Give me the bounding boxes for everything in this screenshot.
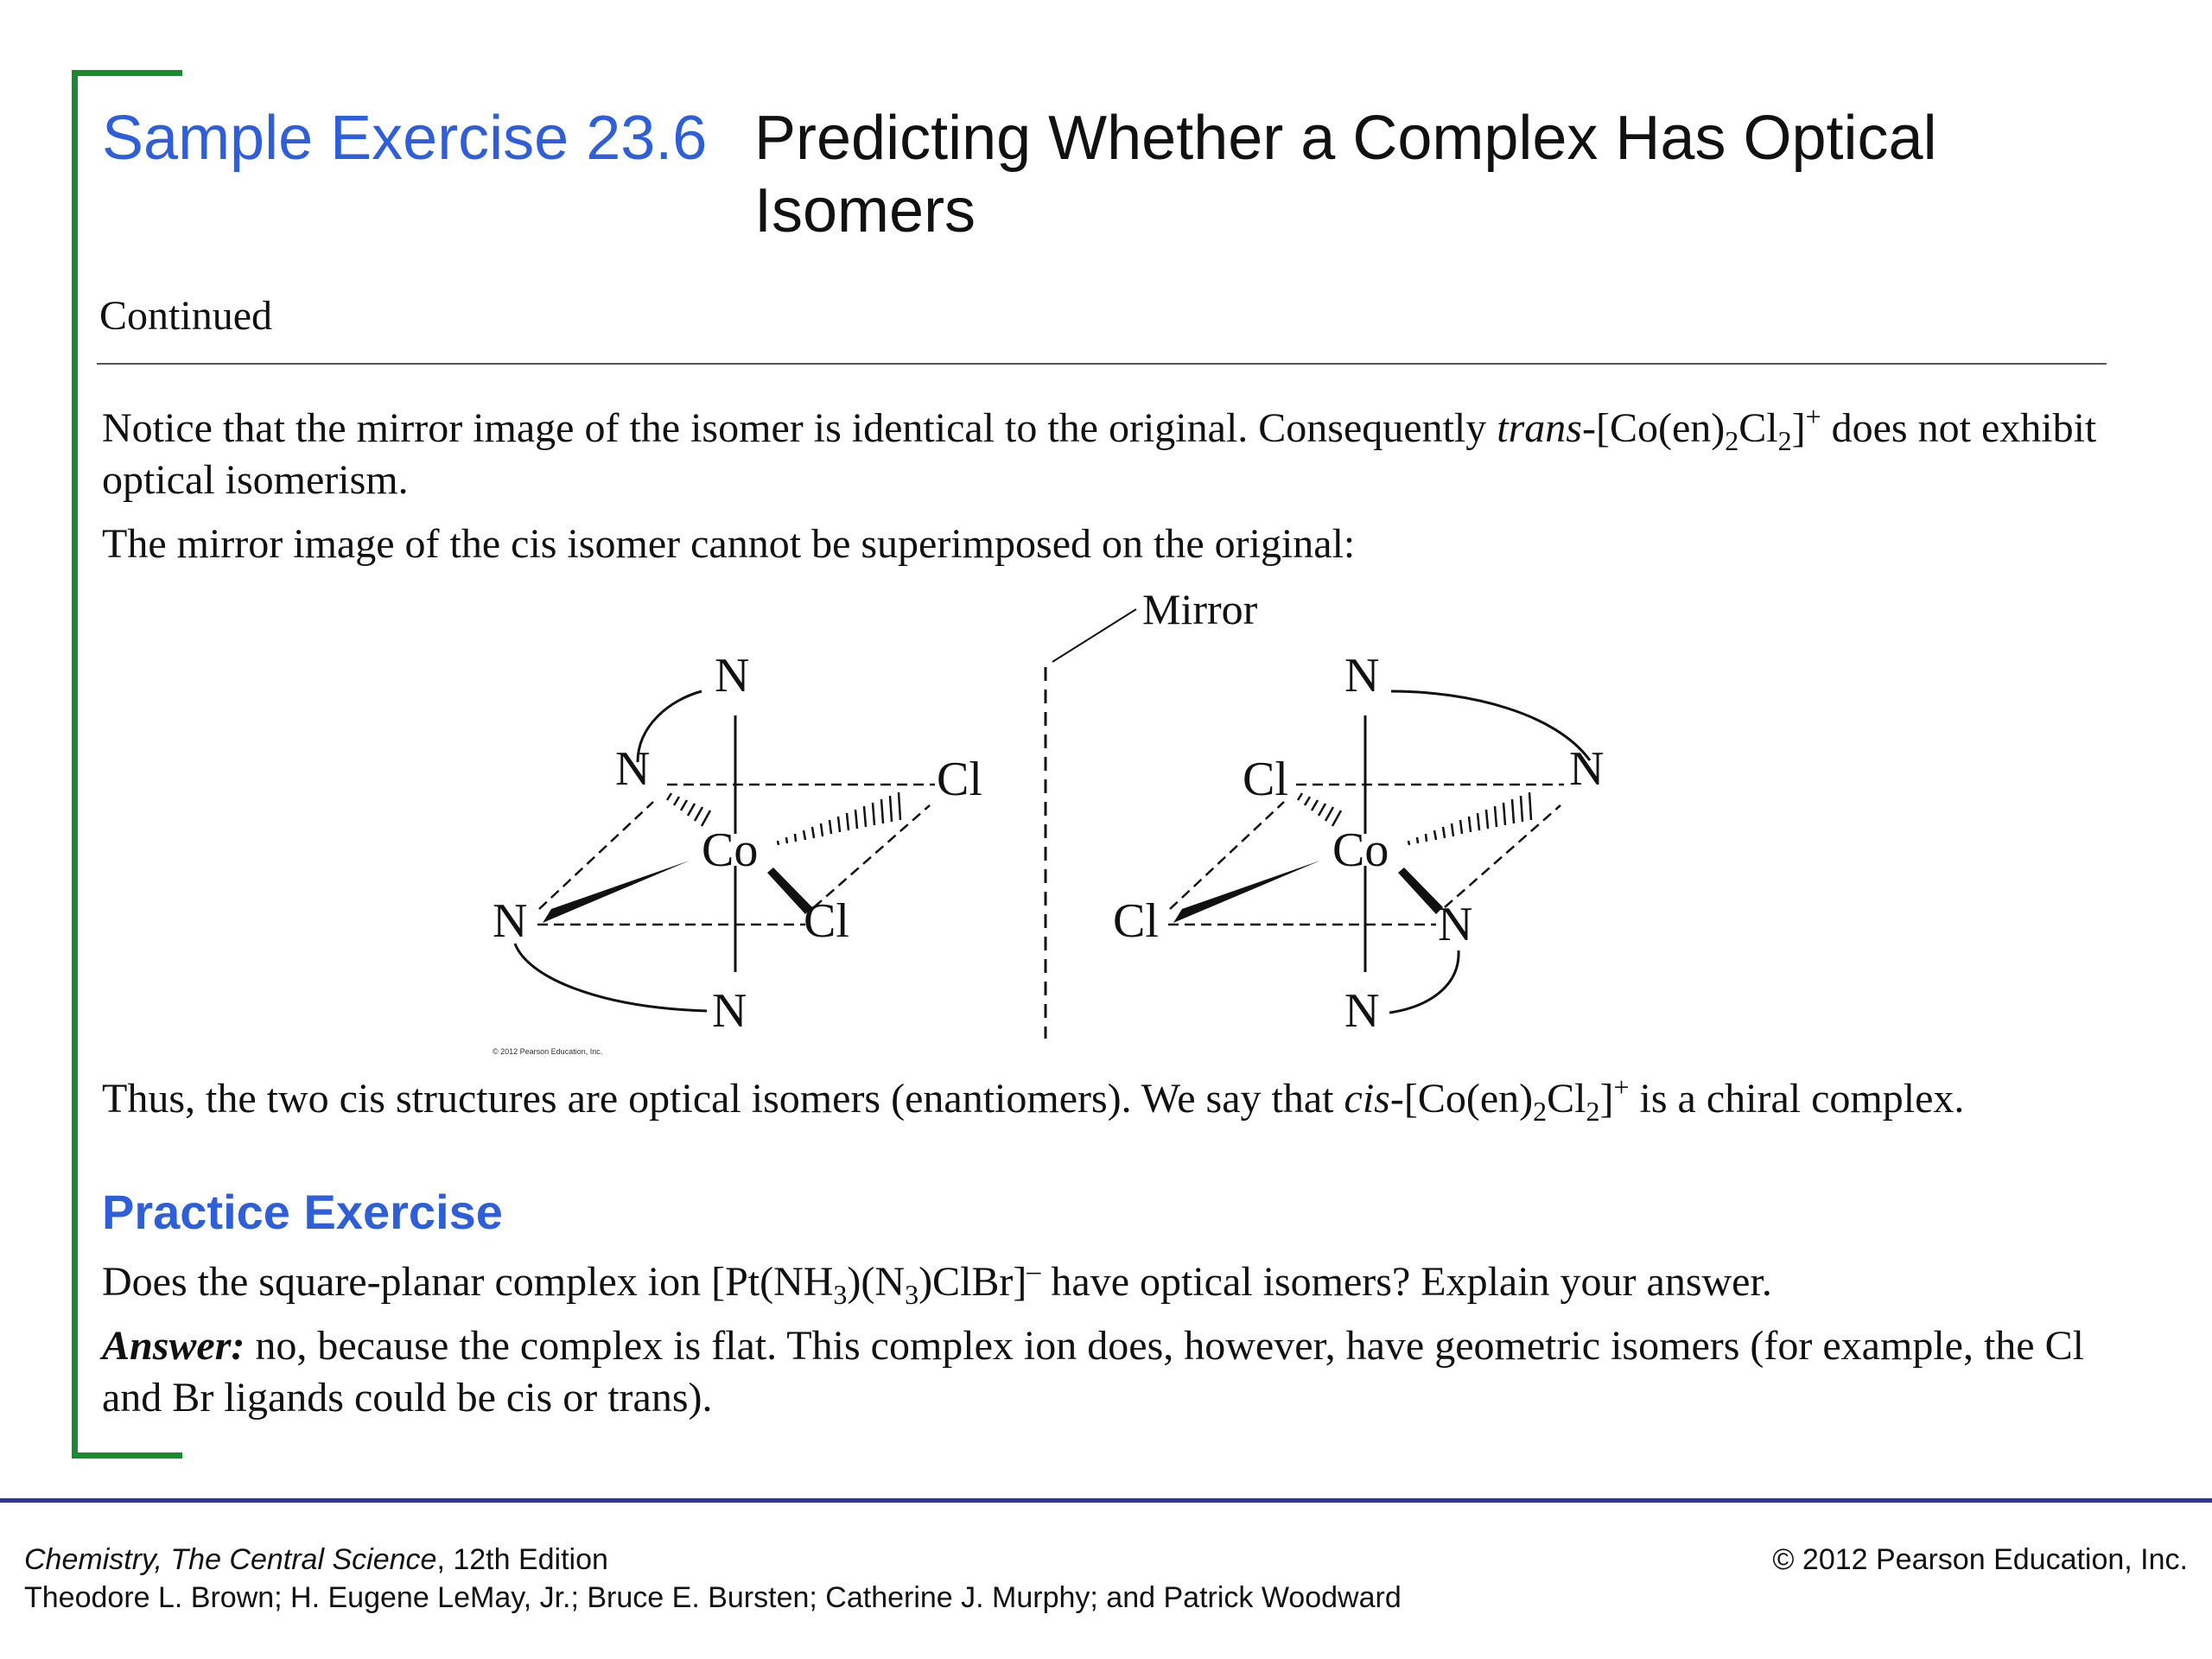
- left-wedge-bond: [543, 861, 690, 923]
- footer-book: Chemistry, The Central Science, 12th Edition: [24, 1543, 608, 1576]
- mirror-label: Mirror: [1142, 585, 1258, 633]
- practice-answer: [102, 1320, 2115, 1424]
- right-wedge-bond: [1173, 861, 1320, 923]
- svg-text:Cl: Cl: [1243, 753, 1288, 806]
- answer-label: Answer:: [102, 1323, 245, 1369]
- right-en-arc-top: [1391, 691, 1590, 760]
- footer-copyright: © 2012 Pearson Education, Inc.: [1772, 1543, 2188, 1576]
- svg-text:N: N: [1438, 898, 1473, 951]
- right-en-arc-bottom: [1389, 950, 1459, 1013]
- svg-text:Cl: Cl: [1113, 894, 1159, 948]
- svg-text:Co: Co: [702, 823, 759, 877]
- left-isomer: [493, 649, 982, 1038]
- svg-text:Cl: Cl: [804, 894, 849, 948]
- paragraph-chiral-conclusion: Thus, the two cis structures are optical isomers (enantiomers). We say that cis-$[Co(en)_2Cl_2]^+$ is a chiral complex.: [102, 1071, 1965, 1127]
- paragraph-trans-isomer: Notice that the mirror image of the isomer is identical to the original. Consequently trans-$[Co(en)_2Cl_2]^+$ does not exhibit optical isomerism.: [102, 401, 2097, 503]
- mirror-pointer: [1052, 609, 1136, 662]
- right-isomer: [1113, 649, 1604, 1038]
- svg-text:Cl: Cl: [937, 753, 982, 806]
- answer-text: no, because the complex is flat. This complex ion does, however, have geometric isomers (for example, the Cl and Br ligands could be cis or trans).: [102, 1323, 2084, 1421]
- svg-text:N: N: [615, 742, 651, 796]
- practice-question: Does the square-planar complex ion $[Pt(NH_3)(N_3)ClBr]^-$ have optical isomers? Explain your answer.: [102, 1255, 1772, 1310]
- exercise-label: Sample Exercise 23.6: [102, 104, 708, 173]
- figure-copyright: © 2012 Pearson Education, Inc.: [493, 1047, 603, 1056]
- footer-rule: [0, 1498, 2212, 1503]
- green-bracket: [72, 70, 182, 1459]
- divider-rule: [97, 363, 2107, 365]
- svg-text:N: N: [1344, 984, 1380, 1038]
- enantiomer-diagram: [484, 570, 1659, 1054]
- svg-text:N: N: [715, 649, 750, 702]
- exercise-title: Predicting Whether a Complex Has Optical Isomers: [754, 104, 1937, 245]
- continued-label: Continued: [99, 293, 272, 339]
- right-wedge-bond-2: [1398, 868, 1443, 914]
- practice-heading: Practice Exercise: [102, 1185, 503, 1239]
- paragraph-cis-intro: The mirror image of the cis isomer cannot be superimposed on the original:: [102, 521, 1356, 567]
- svg-text:N: N: [493, 894, 528, 948]
- svg-text:Co: Co: [1332, 823, 1389, 877]
- svg-text:N: N: [1569, 742, 1605, 796]
- svg-text:N: N: [712, 984, 747, 1038]
- footer-authors: Theodore L. Brown; H. Eugene LeMay, Jr.; Bruce E. Bursten; Catherine J. Murphy; and Patrick Woodward: [24, 1581, 1402, 1614]
- svg-text:N: N: [1344, 649, 1380, 702]
- left-en-arc-bottom: [515, 944, 707, 1011]
